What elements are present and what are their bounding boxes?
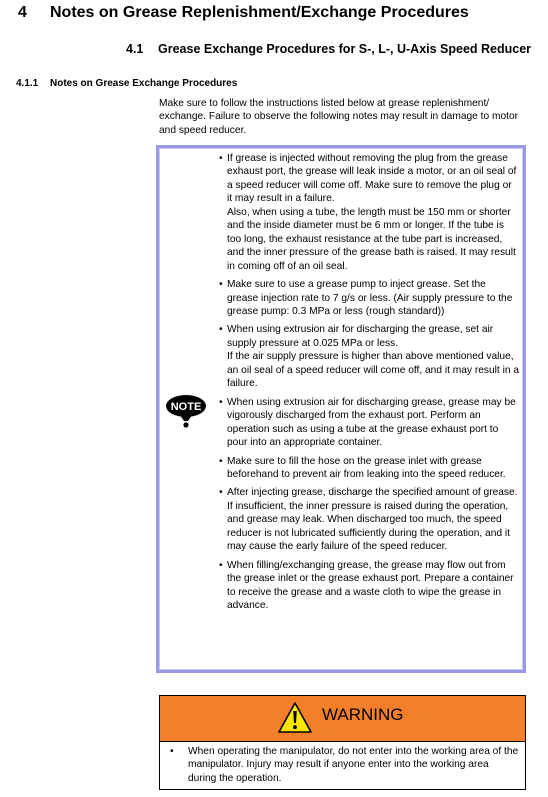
subsection-number: 4.1.1	[16, 78, 39, 89]
warning-text: When operating the manipulator, do not enter into the working area of the manipulator. Injury may result if anyone enter into the working area during the operation.	[188, 746, 519, 784]
note-item-text: When filling/exchanging grease, the grease may flow out from the grease inlet or the grease exhaust port. Prepare a container to receive the grease and a waste cloth to wipe the grease in advance.	[227, 559, 514, 612]
section-heading	[126, 42, 531, 56]
warning-bullet: •	[170, 746, 174, 757]
note-item-text: When using extrusion air for discharging the grease, set air supply pressure at 0.025 MPa or less.	[227, 324, 494, 349]
note-bullet: •	[219, 153, 223, 164]
note-list	[219, 152, 519, 618]
warning-header	[160, 696, 525, 742]
chapter-number: 4	[18, 4, 27, 21]
section-title: Grease Exchange Procedures for S-, L-, U-Axis Speed Reducer	[158, 42, 532, 56]
note-box	[156, 145, 526, 673]
note-item	[219, 559, 519, 613]
chapter-title: Notes on Grease Replenishment/Exchange Procedures	[50, 4, 469, 21]
note-item	[219, 323, 519, 390]
warning-triangle-icon	[278, 702, 312, 733]
note-item-text: After injecting grease, discharge the specified amount of grease. If insufficient, the inner pressure is raised during the operation, and grease may leak. When discharged too much, the speed reducer is not lubricated sufficiently during the operation, and it may cause the early failure of the speed reducer.	[227, 487, 518, 553]
chapter-heading	[18, 4, 469, 22]
note-bullet: •	[219, 396, 223, 408]
note-item	[219, 278, 519, 318]
note-item-text: Make sure to fill the hose on the grease inlet with grease beforehand to prevent air from leaking into the speed reducer.	[227, 455, 506, 480]
note-icon-label: NOTE	[170, 401, 202, 413]
note-item-text: Also, when using a tube, the length must be 150 mm or shorter and the inside diameter must be 6 mm or longer. If the tube is too long, the exhaust resistance at the tube part is increased, and the inner pressure of the grease bath is raised. It may result in coming off of an oil seal.	[227, 206, 516, 272]
note-bullet: •	[219, 324, 223, 336]
warning-body	[164, 745, 519, 785]
note-item	[219, 396, 519, 450]
section-number: 4.1	[126, 42, 144, 56]
warning-title: WARNING	[322, 705, 404, 724]
note-item-text: Make sure to use a grease pump to inject grease. Set the grease injection rate to 7 g/s or less. (Air supply pressure to the grease pump: 0.3 MPa or less (rough standard))	[227, 279, 513, 317]
note-item-text: When using extrusion air for discharging grease, grease may be vigorously discharged from the exhaust port. Perform an operation such as using a tube at the grease exhaust port to pour into an appropriate container.	[227, 396, 516, 449]
note-item-text: If the air supply pressure is higher than above mentioned value, an oil seal of a speed reducer will come off, and it may result in a failure.	[227, 351, 520, 390]
warning-box	[159, 695, 526, 790]
note-item	[219, 455, 519, 482]
note-bullet: •	[219, 455, 223, 467]
intro-paragraph: Make sure to follow the instructions listed below at grease replenishment/ exchange. Failure to observe the following notes may result in damage to motor and speed reducer.	[159, 98, 519, 136]
subsection-title: Notes on Grease Exchange Procedures	[50, 78, 238, 89]
subsection-heading	[16, 78, 237, 89]
note-bullet: •	[219, 559, 223, 571]
note-item	[219, 486, 519, 553]
note-item-text: If grease is injected without removing the plug from the grease exhaust port, the grease will leak inside a motor, or an oil seal of a speed reducer will come off. Make sure to remove the plug or it may result in a failure.	[227, 153, 517, 205]
note-bullet: •	[219, 279, 223, 291]
note-bullet: •	[219, 487, 223, 499]
note-icon	[164, 392, 208, 428]
note-item	[219, 152, 519, 273]
